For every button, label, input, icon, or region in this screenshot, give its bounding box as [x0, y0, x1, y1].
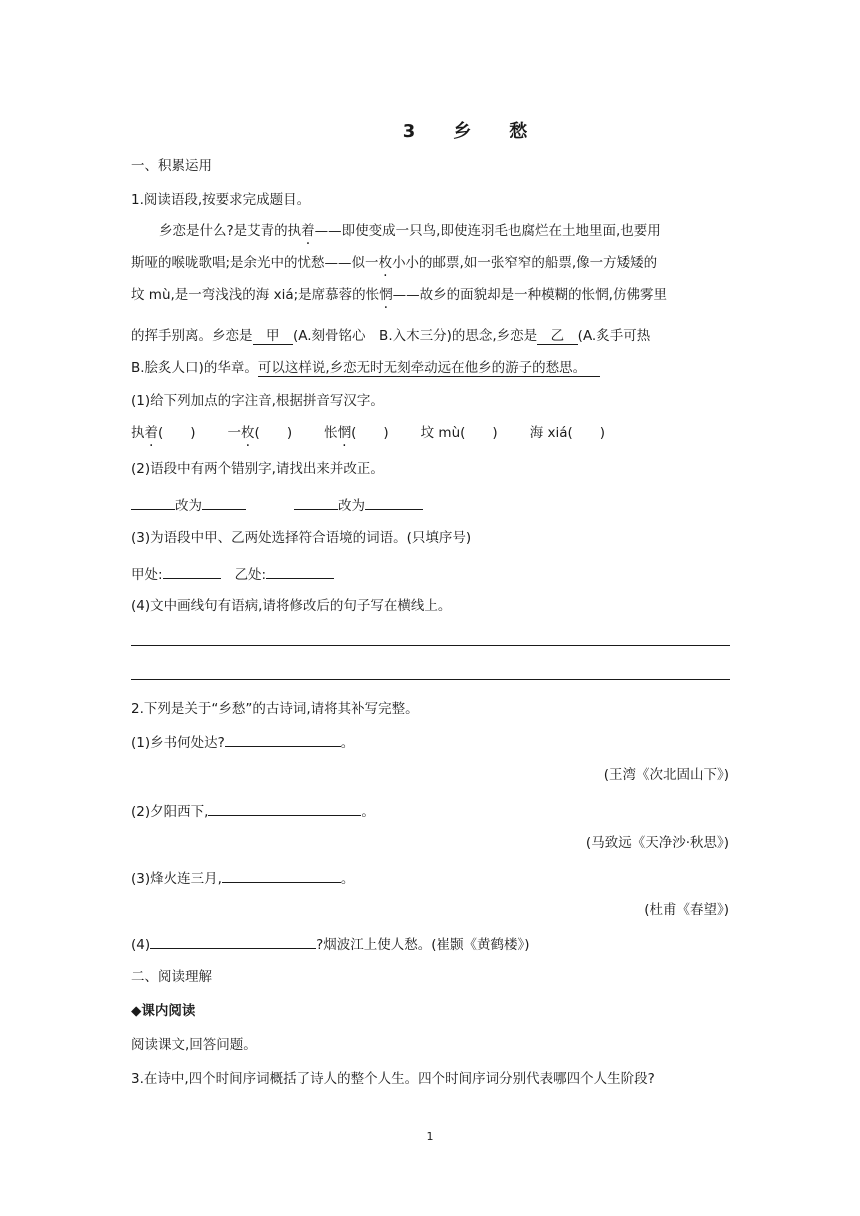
lesson-title: 3 乡 愁 — [402, 121, 538, 142]
underlined-sentence: 可以这样说,乡恋无时无刻牵动远在他乡的游子的愁思。 — [257, 360, 587, 376]
answer-line[interactable] — [131, 645, 730, 646]
reading-instruction: 阅读课文,回答问题。 — [131, 1037, 257, 1053]
passage-line-3: 坟 mù,是一弯浅浅的海 xiá;是席慕蓉的怅惘——故乡的面貌却是一种模糊的怅惘,仿佛雾里 — [131, 287, 667, 303]
passage-line-1: 乡恋是什么?是艾青的执着——即使变成一只鸟,即使连羽毛也腐烂在土地里面,也要用 — [159, 223, 661, 239]
sub-question-3: (3)为语段中甲、乙两处选择符合语境的词语。(只填序号) — [131, 530, 472, 546]
answer-blank[interactable] — [222, 867, 341, 883]
subsection-heading: ◆课内阅读 — [131, 1003, 196, 1019]
answer-blank[interactable] — [131, 494, 175, 510]
blank-jia[interactable]: 甲 — [253, 328, 294, 345]
poem-item-2: (2)夕阳西下, 。 — [131, 800, 375, 822]
typo-correction-line: 改为 改为 — [131, 494, 423, 516]
page-number: 1 — [426, 1130, 434, 1143]
answer-blank[interactable] — [208, 800, 361, 816]
answer-line[interactable] — [131, 679, 730, 680]
passage-line-5: B.脍炙人口)的华章。可以这样说,乡恋无时无刻牵动远在他乡的游子的愁思。 — [131, 358, 600, 378]
poem-item-1: (1)乡书何处达? 。 — [131, 731, 354, 753]
answer-blank[interactable] — [163, 563, 221, 579]
answer-blank[interactable] — [225, 731, 341, 747]
section-heading-2: 二、阅读理解 — [131, 969, 212, 985]
question-2-stem: 2.下列是关于“乡愁”的古诗词,请将其补写完整。 — [131, 701, 419, 717]
question-1-stem: 1.阅读语段,按要求完成题目。 — [131, 192, 311, 208]
answer-blank[interactable] — [294, 494, 338, 510]
passage-line-2: 斯哑的喉咙歌唱;是余光中的忧愁——似一枚小小的邮票,如一张窄窄的船票,像一方矮矮的 — [131, 255, 658, 271]
blank-yi[interactable]: 乙 — [537, 328, 578, 345]
poem-source-3: (杜甫《春望》) — [644, 902, 729, 918]
answer-blank[interactable] — [266, 563, 334, 579]
poem-item-3: (3)烽火连三月, 。 — [131, 867, 354, 889]
sub-question-4: (4)文中画线句有语病,请将修改后的句子写在横线上。 — [131, 598, 452, 614]
question-3-stem: 3.在诗中,四个时间序词概括了诗人的整个人生。四个时间序词分别代表哪四个人生阶段? — [131, 1071, 655, 1087]
answer-blank[interactable] — [202, 494, 246, 510]
section-heading-1: 一、积累运用 — [131, 158, 212, 174]
pinyin-items: 执着( ) 一枚( ) 怅惘( ) 坟 mù( ) 海 xiá( ) — [131, 425, 606, 441]
poem-source-2: (马致远《天净沙·秋思》) — [585, 835, 729, 851]
choice-line: 甲处: 乙处: — [131, 563, 334, 585]
sub-question-2: (2)语段中有两个错别字,请找出来并改正。 — [131, 461, 384, 477]
poem-source-1: (王湾《次北固山下》) — [603, 767, 729, 783]
poem-item-4: (4) ?烟波江上使人愁。(崔颢《黄鹤楼》) — [131, 933, 530, 955]
passage-line-4: 的挥手别离。乡恋是 甲 (A.刻骨铭心 B.入木三分)的思念,乡恋是 乙 (A.炙手可热 — [131, 328, 651, 344]
answer-blank[interactable] — [150, 933, 316, 949]
answer-blank[interactable] — [365, 494, 423, 510]
sub-question-1: (1)给下列加点的字注音,根据拼音写汉字。 — [131, 393, 384, 409]
